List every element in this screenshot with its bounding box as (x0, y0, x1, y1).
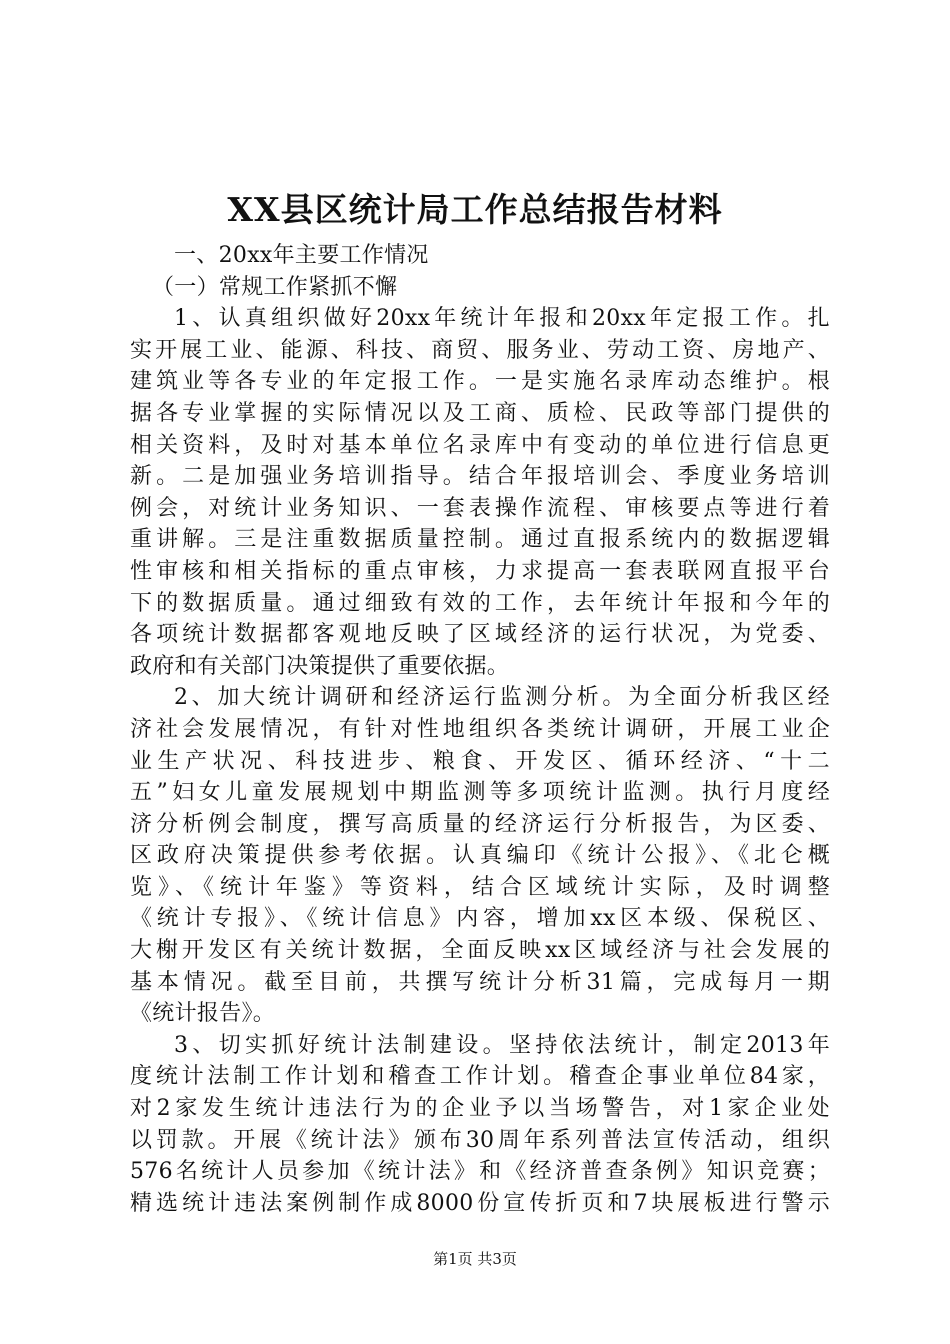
page-footer: 第1页 共3页 (433, 1250, 517, 1268)
paragraph-line: 据各专业掌握的实际情况以及工商、质检、民政等部门提供的 (130, 400, 830, 426)
paragraph-line: 实开展工业、能源、科技、商贸、服务业、劳动工资、房地产、 (130, 337, 830, 363)
section-heading: 一、20xx年主要工作情况 (174, 243, 429, 268)
paragraph-line: 览》、《统计年鉴》等资料，结合区域统计实际，及时调整 (130, 874, 830, 900)
paragraph-line: 济社会发展情况，有针对性地组织各类统计调研，开展工业企 (130, 716, 830, 742)
paragraph-line: 性审核和相关指标的重点审核，力求提高一套表联网直报平台 (130, 558, 830, 584)
paragraph-line: 例会，对统计业务知识、一套表操作流程、审核要点等进行着 (130, 495, 830, 521)
paragraph-line: 重讲解。三是注重数据质量控制。通过直报系统内的数据逻辑 (130, 527, 830, 553)
paragraph-line: 对2家发生统计违法行为的企业予以当场警告，对1家企业处 (130, 1096, 830, 1122)
paragraph-line: 业生产状况、科技进步、粮食、开发区、循环经济、“十二 (130, 748, 830, 774)
paragraph-line: 济分析例会制度，撰写高质量的经济运行分析报告，为区委、 (130, 811, 830, 837)
paragraph-line: 1、认真组织做好20xx年统计年报和20xx年定报工作。扎 (174, 306, 830, 332)
paragraph-line: 2、加大统计调研和经济运行监测分析。为全面分析我区经 (174, 685, 830, 711)
paragraph-line: 区政府决策提供参考依据。认真编印《统计公报》、《北仑概 (130, 843, 830, 869)
paragraph-line: 576名统计人员参加《统计法》和《经济普查条例》知识竞赛； (130, 1159, 830, 1185)
paragraph-line: 五”妇女儿童发展规划中期监测等多项统计监测。执行月度经 (130, 780, 830, 806)
paragraph-line: 《统计报告》。 (130, 1001, 276, 1027)
paragraph-line: 新。二是加强业务培训指导。结合年报培训会、季度业务培训 (130, 464, 830, 490)
paragraph-line: 以罚款。开展《统计法》颁布30周年系列普法宣传活动，组织 (130, 1127, 830, 1153)
paragraph-line: 3、切实抓好统计法制建设。坚持依法统计，制定2013年 (174, 1032, 830, 1058)
paragraph-line: 下的数据质量。通过细致有效的工作，去年统计年报和今年的 (130, 590, 830, 616)
paragraph-line: 《统计专报》、《统计信息》内容，增加xx区本级、保税区、 (130, 906, 830, 932)
document-body (130, 240, 830, 1219)
paragraph-line: 建筑业等各专业的年定报工作。一是实施名录库动态维护。根 (130, 369, 830, 395)
paragraph-line: 政府和有关部门决策提供了重要依据。 (130, 653, 510, 679)
paragraph-line: 基本情况。截至目前，共撰写统计分析31篇，完成每月一期 (130, 969, 830, 995)
paragraph-line: 大榭开发区有关统计数据，全面反映xx区域经济与社会发展的 (130, 938, 830, 964)
document-title: XX县区统计局工作总结报告材料 (227, 190, 723, 229)
paragraph-line: 各项统计数据都客观地反映了区域经济的运行状况，为党委、 (130, 622, 830, 648)
paragraph-line: 相关资料，及时对基本单位名录库中有变动的单位进行信息更 (130, 432, 830, 458)
subsection-heading: （一）常规工作紧抓不懈 (152, 274, 398, 300)
paragraph-line: 度统计法制工作计划和稽查工作计划。稽查企事业单位84家， (130, 1064, 830, 1090)
paragraph-line: 精选统计违法案例制作成8000份宣传折页和7块展板进行警示 (130, 1190, 830, 1216)
